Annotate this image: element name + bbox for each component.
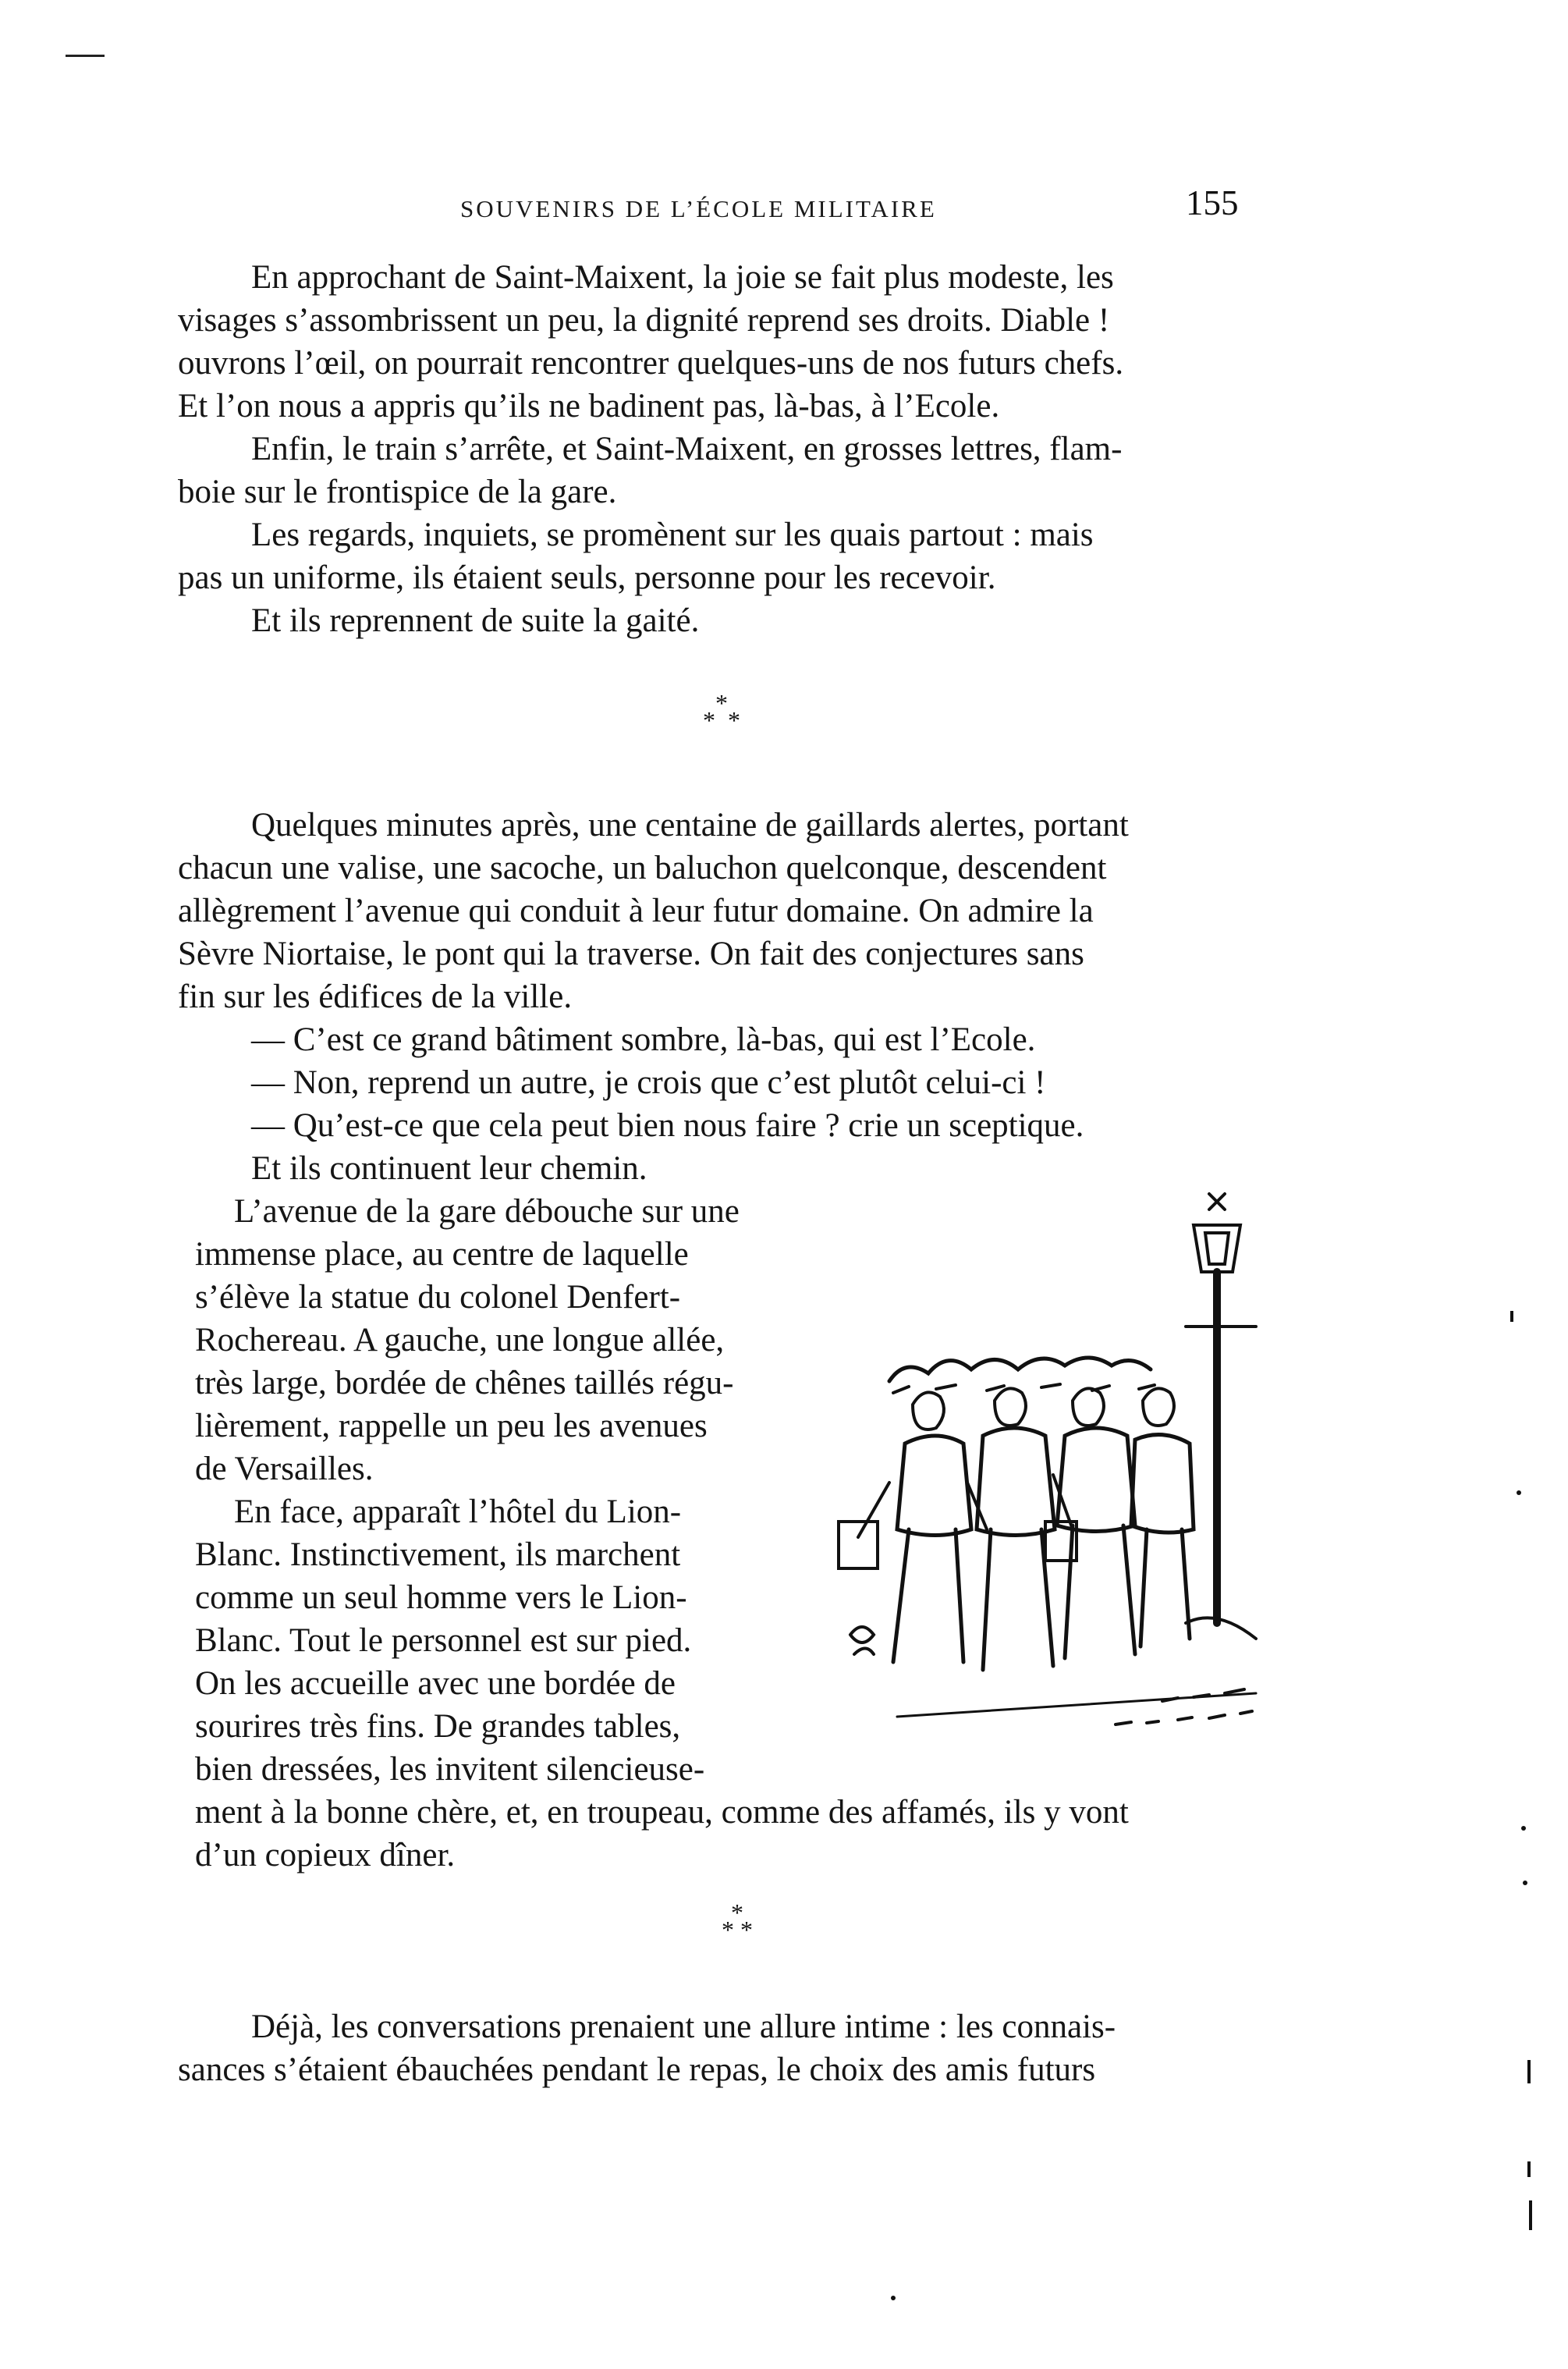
scan-mark <box>1510 1311 1513 1322</box>
paragraph-line: ouvrons l’œil, on pourrait rencontrer quelques-uns de nos futurs chefs. <box>178 345 1124 382</box>
scan-speck <box>891 2296 896 2300</box>
paragraph-line: immense place, au centre de laquelle <box>195 1236 689 1273</box>
dialogue-line: — Non, reprend un autre, je crois que c’est plutôt celui-ci ! <box>251 1064 1046 1101</box>
scan-speck <box>1517 1490 1521 1495</box>
paragraph-line: En face, apparaît l’hôtel du Lion- <box>234 1494 682 1530</box>
paragraph-line: s’élève la statue du colonel Denfert- <box>195 1279 681 1316</box>
paragraph-line: visages s’assombrissent un peu, la dignité reprend ses droits. Diable ! <box>178 302 1110 339</box>
paragraph-line: Les regards, inquiets, se promènent sur les quais partout : mais <box>251 517 1094 553</box>
paragraph-line: fin sur les édifices de la ville. <box>178 978 573 1015</box>
paragraph-line: pas un uniforme, ils étaient seuls, personne pour les recevoir. <box>178 559 996 596</box>
paragraph-line: Rochereau. A gauche, une longue allée, <box>195 1322 725 1359</box>
scan-speck <box>1523 1881 1527 1885</box>
dialogue-line: — C’est ce grand bâtiment sombre, là-bas, qui est l’Ecole. <box>251 1021 1036 1058</box>
paragraph-line: chacun une valise, une sacoche, un baluchon quelconque, descendent <box>178 850 1107 886</box>
paragraph-line: Déjà, les conversations prenaient une allure intime : les connais- <box>251 2008 1116 2045</box>
asterism-2 <box>702 1898 772 1944</box>
paragraph-line: Et ils continuent leur chemin. <box>251 1150 647 1187</box>
paragraph-line: lièrement, rappelle un peu les avenues <box>195 1408 708 1444</box>
scan-mark <box>1527 2060 1531 2083</box>
paragraph-line: On les accueille avec une bordée de <box>195 1665 676 1702</box>
paragraph-line: très large, bordée de chênes taillés régu- <box>195 1365 734 1401</box>
asterism-star: * <box>731 1898 743 1927</box>
paragraph-line: L’avenue de la gare débouche sur une <box>234 1193 740 1230</box>
paragraph-line: de Versailles. <box>195 1451 374 1487</box>
asterism-star: * * <box>703 706 740 734</box>
page-number: 155 <box>1186 183 1239 222</box>
paragraph-line: Blanc. Instinctivement, ils marchent <box>195 1536 681 1573</box>
paragraph-line: Enfin, le train s’arrête, et Saint-Maixent, en grosses lettres, flam- <box>251 431 1123 467</box>
paragraph-line: allègrement l’avenue qui conduit à leur futur domaine. On admire la <box>178 893 1094 929</box>
lamp-finial <box>1209 1194 1225 1209</box>
corner-mark <box>66 55 105 57</box>
scan-mark <box>1529 2200 1532 2230</box>
paragraph-line: Et ils reprennent de suite la gaité. <box>251 602 700 639</box>
paragraph-line: Quelques minutes après, une centaine de gaillards alertes, portant <box>251 807 1129 844</box>
dialogue-line: — Qu’est-ce que cela peut bien nous faire ? crie un sceptique. <box>251 1107 1084 1144</box>
paragraph-line: En approchant de Saint-Maixent, la joie se fait plus modeste, les <box>251 259 1114 296</box>
scan-mark <box>1527 2161 1531 2177</box>
paragraph-line: comme un seul homme vers le Lion- <box>195 1579 687 1616</box>
paragraph-line: Et l’on nous a appris qu’ils ne badinent pas, là-bas, à l’Ecole. <box>178 388 1000 424</box>
asterism-1 <box>686 689 757 734</box>
paragraph-line: ment à la bonne chère, et, en troupeau, comme des affamés, ils y vont <box>195 1794 1129 1831</box>
illustration-soldiers-lamp <box>819 1186 1279 1732</box>
paragraph-line: sourires très fins. De grandes tables, <box>195 1708 681 1745</box>
running-head: SOUVENIRS DE L’ÉCOLE MILITAIRE <box>460 195 937 222</box>
paragraph-line: Blanc. Tout le personnel est sur pied. <box>195 1622 692 1659</box>
paragraph-line: boie sur le frontispice de la gare. <box>178 474 617 510</box>
paragraph-line: sances s’étaient ébauchées pendant le repas, le choix des amis futurs <box>178 2051 1096 2088</box>
asterism-star: * * <box>722 1916 753 1944</box>
scan-speck <box>1521 1826 1526 1831</box>
paragraph-line: d’un copieux dîner. <box>195 1837 456 1874</box>
paragraph-line: Sèvre Niortaise, le pont qui la traverse. On fait des conjectures sans <box>178 936 1084 972</box>
asterism-star: * <box>715 689 728 717</box>
paragraph-line: bien dressées, les invitent silencieuse- <box>195 1751 705 1788</box>
